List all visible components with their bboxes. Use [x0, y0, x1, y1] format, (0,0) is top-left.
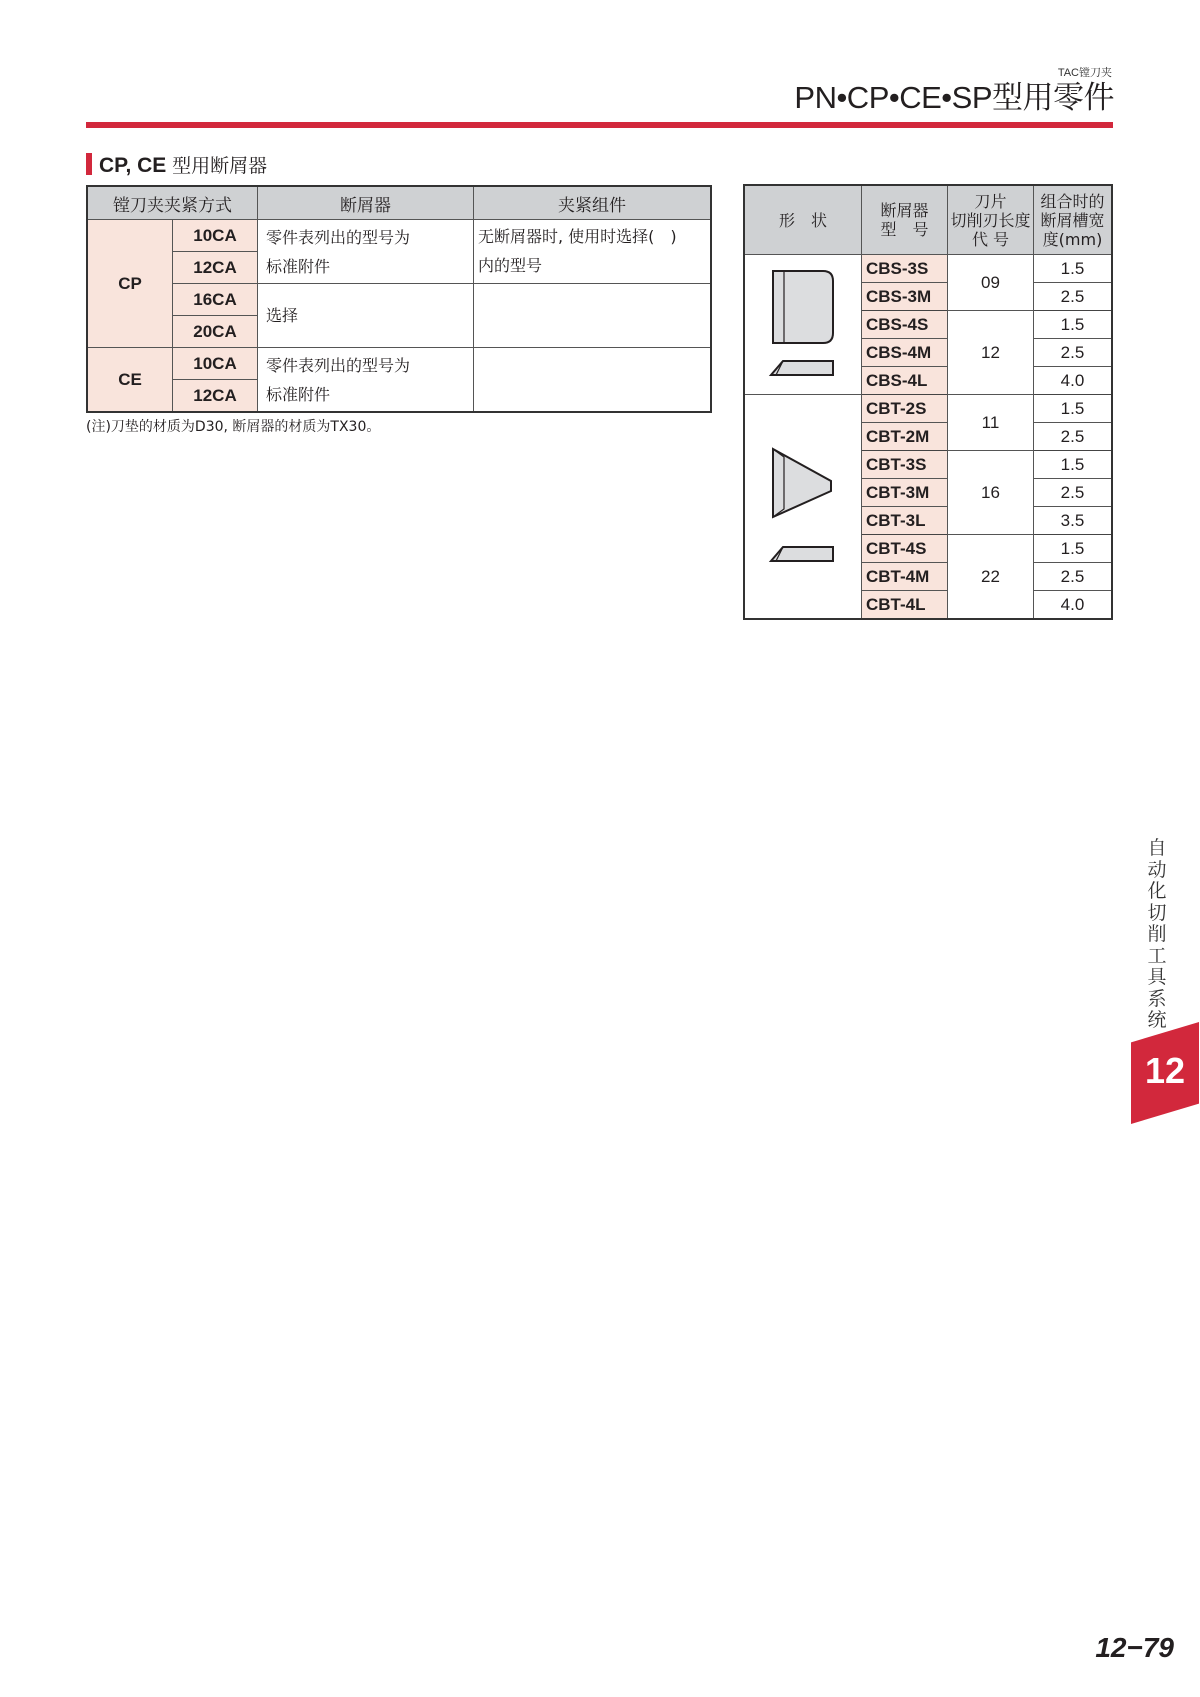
code-cell: 12: [948, 311, 1034, 395]
width-cell: 2.5: [1034, 563, 1113, 591]
col-header-breaker: 断屑器: [258, 186, 474, 220]
model-cell: 16CA: [173, 284, 258, 316]
clamp-cell: 无断屑器时, 使用时选择( ) 内的型号: [474, 220, 712, 284]
col-header-groove-width: 组合时的 断屑槽宽 度(mm): [1034, 185, 1113, 255]
model-cell: CBS-3M: [862, 283, 948, 311]
model-cell: 20CA: [173, 316, 258, 348]
table-header-row: [87, 186, 711, 220]
model-cell: CBS-4M: [862, 339, 948, 367]
code-cell: 11: [948, 395, 1034, 451]
col-header-clamp-set: 夹紧组件: [474, 186, 712, 220]
chapter-side-label: 自动化切削工具系统: [1147, 837, 1167, 1031]
table-row: [87, 220, 711, 252]
model-cell: CBS-4L: [862, 367, 948, 395]
header-category: TAC镗刀夹: [1057, 67, 1112, 79]
width-cell: 2.5: [1034, 283, 1113, 311]
table-row: [744, 255, 1112, 283]
model-cell: 12CA: [173, 380, 258, 413]
cp-ce-breaker-table: [86, 185, 712, 413]
col-header-clamp-method: 镗刀夹夹紧方式: [87, 186, 258, 220]
group-cp: CP: [87, 220, 173, 348]
section-title-cn: 型用断屑器: [172, 154, 268, 177]
group-ce: CE: [87, 348, 173, 413]
model-cell: CBT-3S: [862, 451, 948, 479]
material-note: (注)刀垫的材质为D30, 断屑器的材质为TX30。: [86, 419, 381, 435]
model-cell: 12CA: [173, 252, 258, 284]
model-cell: CBT-4M: [862, 563, 948, 591]
clamp-cell: [474, 348, 712, 413]
width-cell: 1.5: [1034, 535, 1113, 563]
width-cell: 4.0: [1034, 367, 1113, 395]
width-cell: 1.5: [1034, 255, 1113, 283]
model-cell: CBS-4S: [862, 311, 948, 339]
width-cell: 3.5: [1034, 507, 1113, 535]
col-header-model: 断屑器 型 号: [862, 185, 948, 255]
width-cell: 2.5: [1034, 423, 1113, 451]
breaker-cell: 零件表列出的型号为 标准附件: [258, 220, 474, 284]
shape-cell-cbs: [744, 255, 862, 395]
model-cell: CBT-2M: [862, 423, 948, 451]
width-cell: 2.5: [1034, 479, 1113, 507]
section-marker: [86, 153, 92, 175]
width-cell: 1.5: [1034, 311, 1113, 339]
page-number: 12−79: [1095, 1632, 1174, 1663]
breaker-spec-table: [743, 184, 1113, 620]
col-header-insert-code: 刀片 切削刃长度 代 号: [948, 185, 1034, 255]
width-cell: 4.0: [1034, 591, 1113, 620]
model-cell: CBT-3L: [862, 507, 948, 535]
clamp-cell: [474, 284, 712, 348]
code-cell: 22: [948, 535, 1034, 620]
code-cell: 09: [948, 255, 1034, 311]
width-cell: 2.5: [1034, 339, 1113, 367]
code-cell: 16: [948, 451, 1034, 535]
breaker-cell: 零件表列出的型号为 标准附件: [258, 348, 474, 413]
model-cell: CBS-3S: [862, 255, 948, 283]
table-row: [87, 284, 711, 316]
table-row: [87, 348, 711, 380]
model-cell: CBT-4S: [862, 535, 948, 563]
model-cell: 10CA: [173, 348, 258, 380]
model-cell: CBT-4L: [862, 591, 948, 620]
breaker-cell: 选择: [258, 284, 474, 348]
section-title-latin: CP, CE: [99, 153, 167, 177]
model-cell: CBT-3M: [862, 479, 948, 507]
triangular-breaker-icon: [767, 445, 839, 565]
col-header-shape: 形 状: [744, 185, 862, 255]
shape-cell-cbt: [744, 395, 862, 620]
page-title: PN•CP•CE•SP型用零件: [794, 80, 1114, 115]
model-cell: CBT-2S: [862, 395, 948, 423]
section-title: [86, 150, 267, 178]
rectangular-breaker-icon: [767, 267, 839, 379]
header-divider: [86, 122, 1113, 128]
chapter-number: 12: [1144, 1050, 1186, 1091]
model-cell: 10CA: [173, 220, 258, 252]
width-cell: 1.5: [1034, 395, 1113, 423]
table-row: [744, 395, 1112, 423]
width-cell: 1.5: [1034, 451, 1113, 479]
table-header-row: [744, 185, 1112, 255]
